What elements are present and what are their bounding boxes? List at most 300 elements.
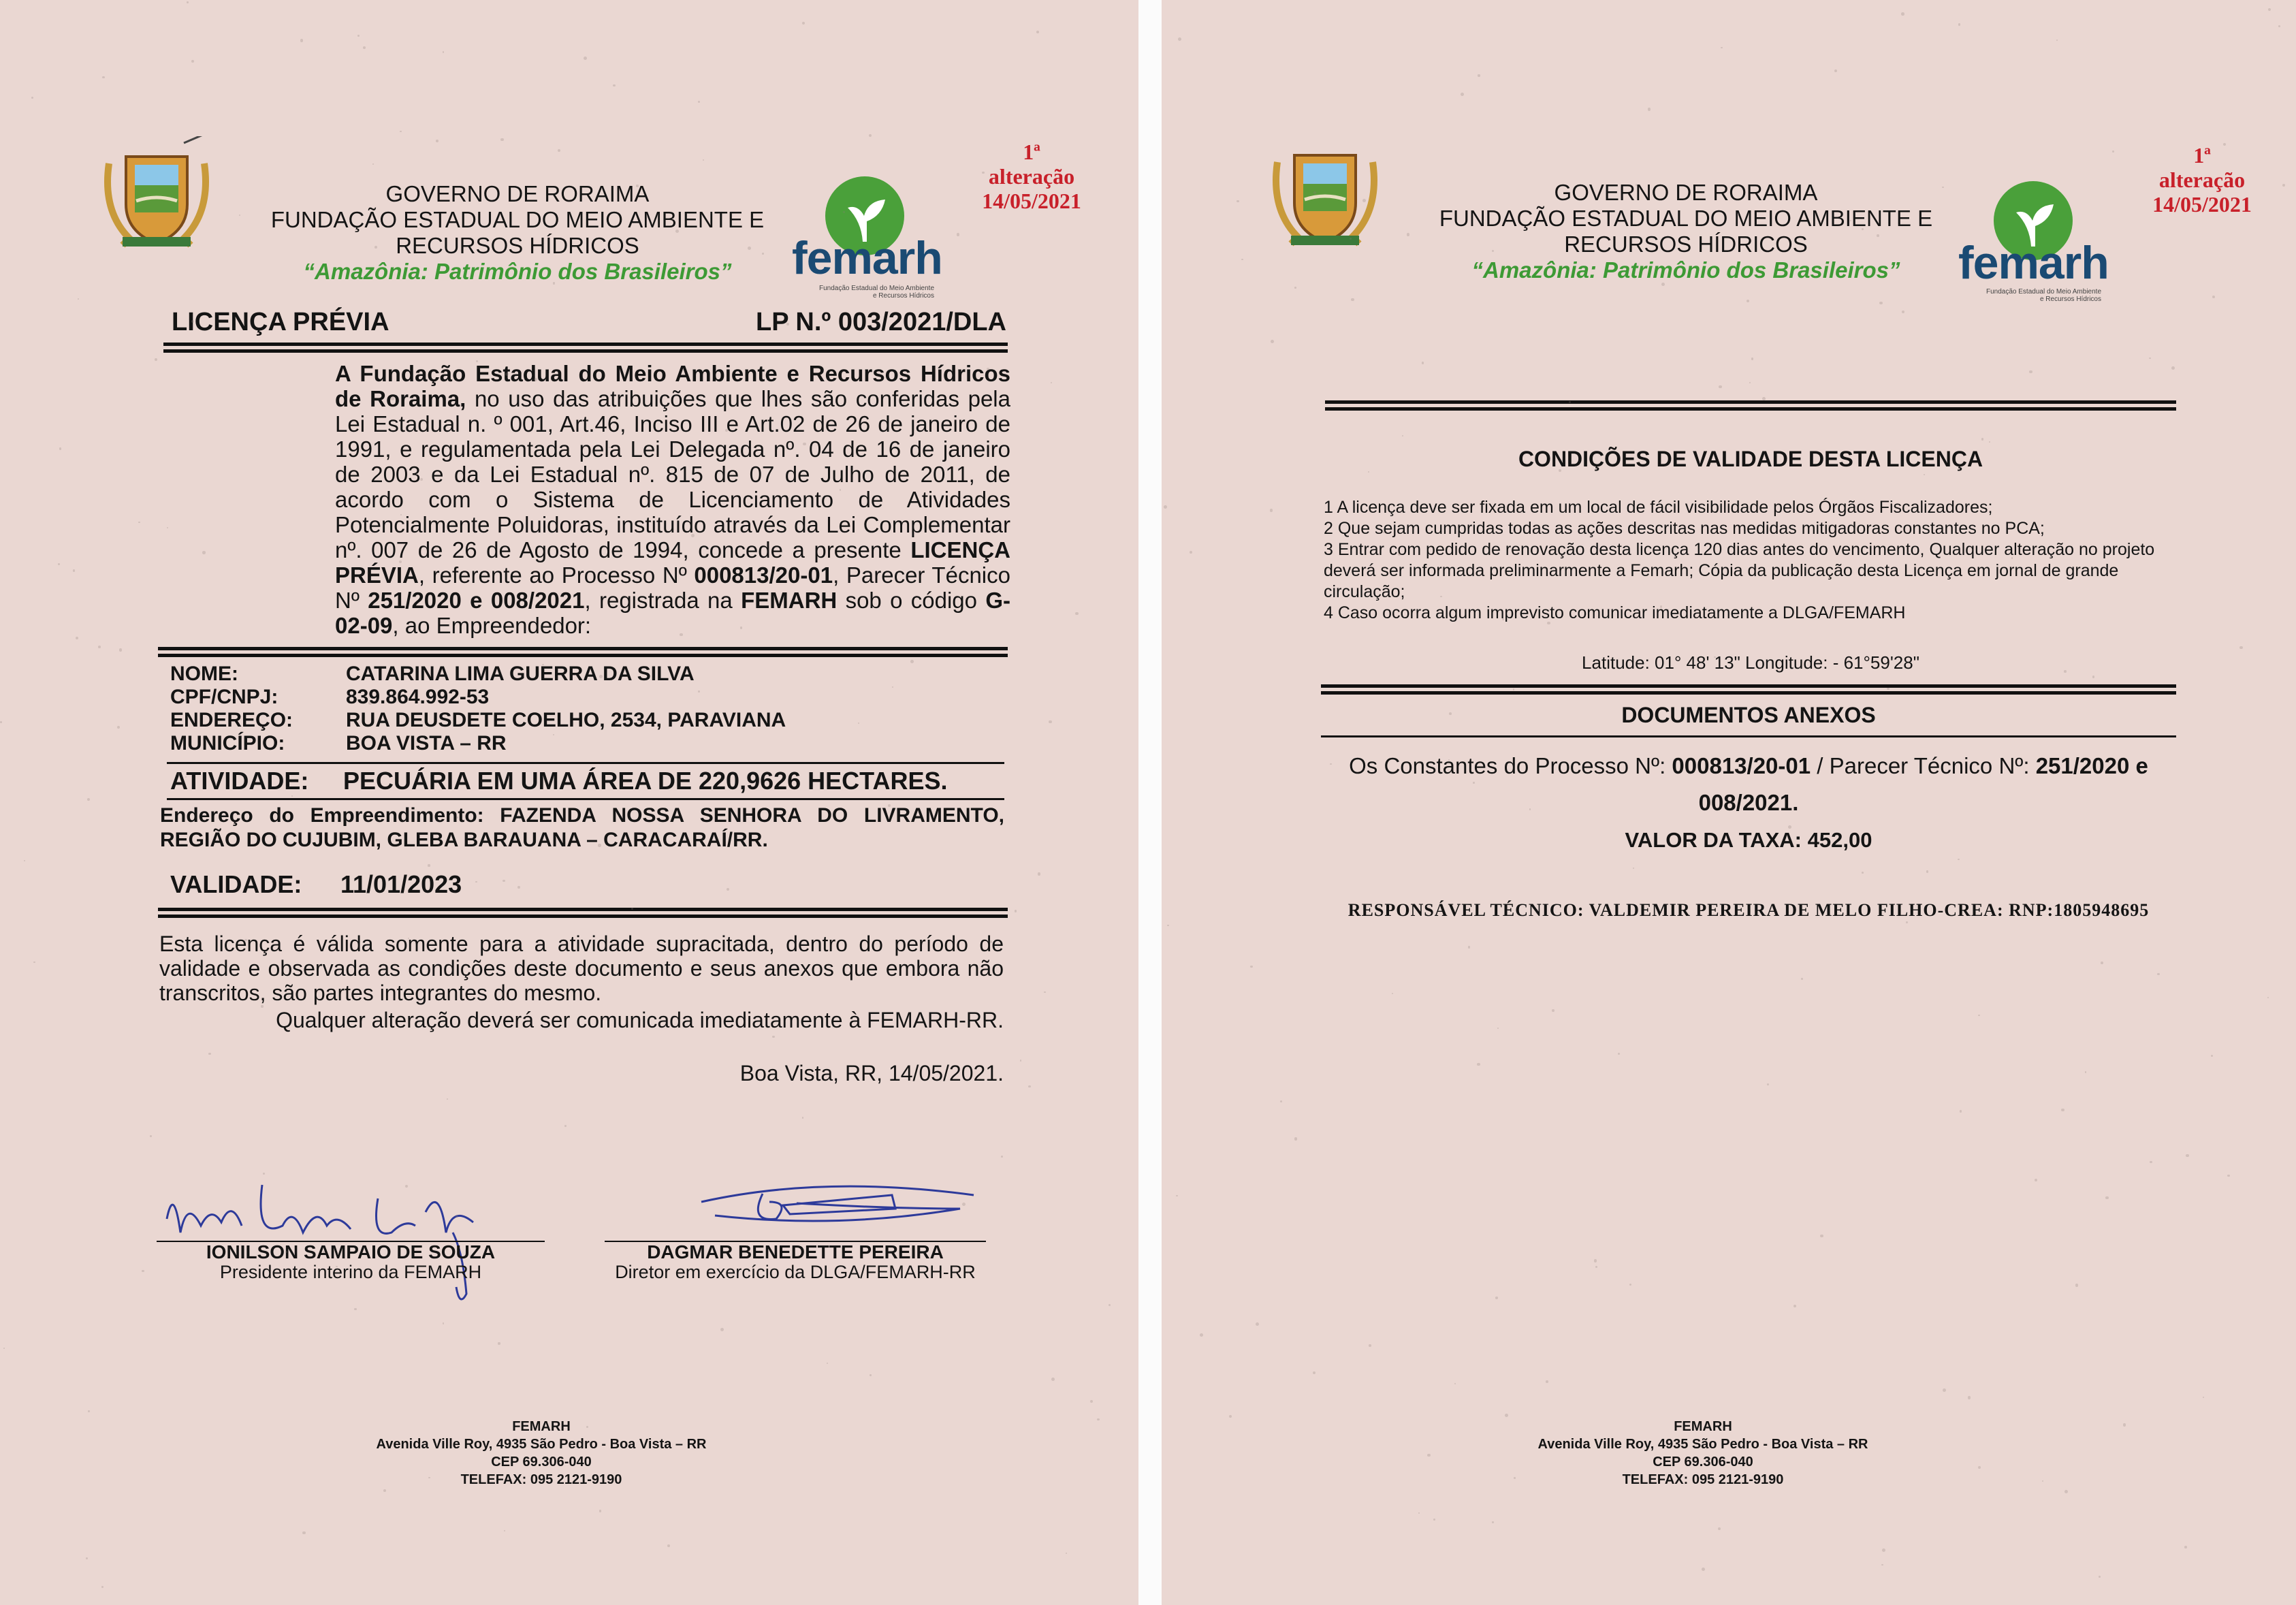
paper-speck	[599, 1510, 602, 1512]
paper-speck	[1271, 340, 1274, 343]
paper-speck	[1862, 228, 1864, 230]
paper-speck	[1505, 1414, 1508, 1417]
paper-speck	[1978, 1466, 1981, 1469]
cpf-value: 839.864.992-53	[346, 686, 490, 708]
technical-responsible: RESPONSÁVEL TÉCNICO: VALDEMIR PEREIRA DE MELO FILHO-CREA: RNP:1805948695	[1348, 900, 2150, 920]
paper-speck	[1066, 1553, 1067, 1554]
paper-speck	[1090, 1400, 1093, 1403]
license-type: LICENÇA PRÉVIA	[172, 308, 389, 336]
paper-speck	[244, 939, 247, 942]
paper-speck	[202, 551, 205, 554]
paper-speck	[58, 563, 60, 565]
conditions-top-rule	[1325, 400, 2176, 411]
paper-speck	[319, 273, 321, 276]
annex-pre: Os Constantes do Processo Nº:	[1349, 753, 1672, 778]
paper-speck	[1661, 283, 1665, 286]
municipio-value: BOA VISTA – RR	[346, 732, 507, 754]
alteration-stamp	[2134, 143, 2270, 217]
paper-speck	[1862, 872, 1864, 874]
paper-speck	[363, 46, 366, 49]
condition-item: 4 Caso ocorra algum imprevisto comunicar imediatamente a DLGA/FEMARH	[1324, 603, 1906, 622]
empreendimento-address: Endereço do Empreendimento: FAZENDA NOSSA SENHORA DO LIVRAMENTO, REGIÃO DO CUJUBIM, GLEBA BARAUANA – CARACARAÍ/RR.	[160, 804, 1004, 851]
validade-value: 11/01/2023	[340, 870, 462, 898]
paper-speck	[703, 159, 704, 161]
paper-speck	[504, 1530, 505, 1531]
paper-speck	[1015, 910, 1017, 912]
paper-speck	[698, 690, 700, 693]
paper-speck	[1767, 1083, 1769, 1085]
paper-speck	[1660, 605, 1662, 607]
atividade-label: ATIVIDADE:	[170, 767, 309, 795]
footer-line-2: Avenida Ville Roy, 4935 São Pedro - Boa Vista – RR	[376, 1437, 707, 1452]
paper-speck	[1075, 612, 1079, 616]
paper-speck	[1049, 720, 1051, 723]
paper-speck	[1178, 37, 1181, 41]
paper-speck	[1721, 47, 1722, 48]
paper-speck	[1492, 1521, 1494, 1523]
paper-speck	[599, 675, 603, 678]
paper-speck	[1200, 1333, 1203, 1337]
condition-item: 1 A licença deve ser fixada em um local de fácil visibilidade pelos Órgãos Fiscalizadores;	[1324, 498, 1993, 517]
paper-speck	[443, 1322, 444, 1324]
paper-speck	[1398, 553, 1401, 556]
validade-label: VALIDADE:	[170, 870, 302, 898]
intro-bold-code: G-02-09	[335, 588, 1011, 638]
paper-speck	[1036, 31, 1039, 33]
paper-speck	[2035, 1179, 2037, 1181]
paper-speck	[73, 569, 75, 571]
paper-speck	[2282, 184, 2285, 187]
paper-speck	[1402, 435, 1403, 436]
paper-speck	[323, 1251, 325, 1253]
footer-line-1: FEMARH	[512, 1419, 571, 1434]
annex-documents	[1321, 748, 2176, 859]
paper-speck	[2149, 357, 2150, 359]
alteration-stamp	[963, 140, 1100, 213]
paper-speck	[1926, 870, 1929, 873]
paper-speck	[584, 57, 587, 60]
paper-speck	[2075, 1284, 2079, 1287]
paper-speck	[142, 1270, 144, 1272]
paper-speck	[910, 660, 914, 663]
header-line-1: GOVERNO DE RORAIMA	[385, 181, 650, 206]
paper-speck	[636, 185, 638, 187]
paper-speck	[372, 163, 374, 165]
annex-and: e	[2129, 753, 2148, 778]
paper-speck	[367, 572, 368, 573]
paper-speck	[300, 39, 304, 42]
paper-speck	[1313, 1371, 1316, 1374]
paper-speck	[1237, 200, 1239, 202]
paper-speck	[1164, 505, 1167, 509]
paper-speck	[1368, 471, 1369, 473]
annex-mid: / Parecer Técnico Nº:	[1811, 753, 2036, 778]
paper-speck	[1051, 382, 1052, 383]
header-line-3: RECURSOS HÍDRICOS	[1564, 232, 1808, 257]
title-double-rule	[163, 343, 1008, 353]
paper-speck	[167, 527, 168, 528]
paper-speck	[1801, 978, 1803, 980]
paper-speck	[888, 804, 891, 807]
paper-speck	[1747, 300, 1749, 302]
license-page-1	[0, 0, 1138, 1605]
validity-statement: Esta licença é válida somente para a atividade supracitada, dentro do período de validade e observada as condições deste documento e seus anexos que embora não transcritos, são partes integrantes do mesmo.	[159, 932, 1004, 1005]
paper-speck	[870, 1374, 872, 1376]
paper-speck	[1718, 1527, 1721, 1530]
paper-speck	[456, 1215, 458, 1218]
paper-speck	[2186, 1154, 2188, 1157]
paper-speck	[1924, 474, 1926, 476]
paper-speck	[1820, 1235, 1823, 1237]
femarh-subtitle	[1965, 288, 2101, 303]
paper-speck	[3, 1348, 5, 1350]
paper-speck	[1454, 1383, 1456, 1384]
paper-speck	[347, 693, 348, 694]
paper-speck	[102, 76, 104, 78]
director-role: Diretor em exercício da DLGA/FEMARH-RR	[615, 1262, 976, 1282]
paper-speck	[1044, 991, 1045, 993]
paper-speck	[1618, 1053, 1620, 1055]
paper-speck	[727, 888, 729, 891]
footer-line-3: CEP 69.306-040	[1653, 1455, 1753, 1469]
paper-speck	[436, 140, 439, 142]
paper-speck	[987, 368, 989, 370]
paper-speck	[1569, 401, 1570, 402]
paper-speck	[428, 1477, 430, 1478]
intro-bold-license: LICENÇA PRÉVIA	[335, 537, 1010, 588]
paper-speck	[2227, 1175, 2229, 1177]
paper-speck	[1636, 184, 1637, 185]
docs-title: DOCUMENTOS ANEXOS	[1621, 703, 1876, 727]
paper-speck	[698, 101, 700, 103]
paper-speck	[1633, 868, 1634, 869]
intro-bold-parecer: 251/2020 e 008/2021	[368, 588, 585, 613]
paper-speck	[150, 1135, 153, 1138]
paper-speck	[261, 1005, 263, 1007]
paper-speck	[1990, 257, 1991, 258]
paper-speck	[2092, 676, 2094, 678]
condition-item: 2 Que sejam cumpridas todas as ações descritas nas medidas mitigadoras constantes no PCA;	[1324, 519, 2045, 538]
paper-speck	[87, 798, 90, 801]
paper-speck	[475, 881, 477, 883]
footer-line-4: TELEFAX: 095 2121-9190	[1622, 1472, 1784, 1487]
alteration-notice: Qualquer alteração deverá ser comunicada imediatamente à FEMARH-RR.	[276, 1008, 1004, 1032]
paper-speck	[2064, 670, 2067, 673]
paper-speck	[1392, 993, 1393, 994]
paper-speck	[1958, 23, 1961, 26]
intro-text-2: , referente ao Processo Nº	[418, 562, 695, 588]
paper-speck	[1877, 234, 1879, 237]
header-line-2: FUNDAÇÃO ESTADUAL DO MEIO AMBIENTE E	[270, 207, 765, 232]
conditions-title: CONDIÇÕES DE VALIDADE DESTA LICENÇA	[1518, 447, 1983, 471]
paper-speck	[138, 522, 140, 524]
paper-speck	[1788, 825, 1791, 829]
paper-speck	[1176, 1195, 1177, 1196]
paper-speck	[1901, 12, 1904, 16]
paper-speck	[1702, 1568, 1705, 1571]
president-role: Presidente interino da FEMARH	[219, 1262, 482, 1282]
coordinates: Latitude: 01° 48' 13" Longitude: - 61°59'28"	[1582, 652, 1919, 673]
paper-speck	[178, 773, 180, 775]
page-2-footer	[1475, 1418, 1931, 1489]
paper-speck	[517, 886, 520, 889]
fee-value: VALOR DA TAXA: 452,00	[1625, 828, 1872, 852]
paper-speck	[2123, 1423, 2126, 1427]
footer-line-1: FEMARH	[1674, 1419, 1732, 1434]
paper-speck	[843, 211, 845, 213]
docs-bottom-rule	[1321, 735, 2176, 737]
paper-speck	[1981, 438, 1983, 440]
paper-speck	[1749, 382, 1751, 383]
paper-speck	[2101, 962, 2103, 964]
footer-line-3: CEP 69.306-040	[491, 1455, 592, 1469]
paper-speck	[1190, 551, 1192, 554]
paper-speck	[191, 60, 194, 63]
paper-speck	[428, 864, 430, 866]
page-1-footer	[313, 1418, 769, 1489]
femarh-subtitle	[798, 285, 934, 300]
paper-speck	[2085, 1071, 2086, 1072]
paper-speck	[1882, 1548, 1885, 1552]
license-intro-paragraph	[335, 361, 1010, 638]
paper-speck	[858, 722, 859, 724]
license-number: LP N.º 003/2021/DLA	[755, 308, 1006, 336]
intro-bold-process: 000813/20-01	[694, 562, 833, 588]
paper-speck	[1629, 1284, 1632, 1286]
femarh-subtitle-line-1: Fundação Estadual do Meio Ambiente	[1986, 288, 2101, 296]
paper-speck	[1280, 1100, 1282, 1102]
paper-speck	[1793, 1305, 1796, 1307]
paper-speck	[59, 447, 61, 449]
paper-speck	[24, 860, 25, 861]
paper-speck	[1514, 1477, 1516, 1479]
paper-speck	[336, 1266, 338, 1268]
paper-speck	[1648, 108, 1651, 111]
paper-speck	[1468, 946, 1470, 948]
paper-speck	[1270, 509, 1273, 511]
paper-speck	[1497, 1028, 1499, 1029]
intro-text-4: , registrada na	[584, 588, 742, 613]
paper-speck	[119, 648, 123, 652]
paper-speck	[391, 397, 394, 400]
activity-top-rule	[167, 762, 1004, 764]
paper-speck	[1473, 782, 1475, 784]
paper-speck	[1595, 1266, 1597, 1268]
paper-speck	[1097, 1418, 1099, 1420]
paper-speck	[827, 1363, 828, 1364]
paper-speck	[803, 443, 806, 445]
paper-speck	[456, 816, 458, 819]
paper-speck	[802, 22, 805, 25]
paper-speck	[354, 1308, 356, 1310]
atividade-value: PECUÁRIA EM UMA ÁREA DE 220,9626 HECTARES.	[343, 767, 948, 795]
paper-speck	[88, 1410, 90, 1412]
paper-speck	[2184, 1546, 2187, 1548]
paper-speck	[957, 233, 959, 236]
paper-speck	[1958, 859, 1960, 861]
paper-speck	[2042, 1480, 2043, 1482]
stamp-line-2: alteração	[2158, 168, 2246, 192]
annex-process: 000813/20-01	[1672, 753, 1811, 778]
paper-speck	[291, 795, 293, 797]
paper-speck	[564, 1125, 567, 1127]
paper-speck	[1109, 1304, 1111, 1306]
paper-speck	[1020, 1060, 1021, 1061]
paper-speck	[383, 1489, 386, 1492]
annex-line-1	[1321, 748, 2176, 784]
femarh-subtitle-line-2: e Recursos Hídricos	[872, 292, 934, 300]
paper-speck	[1513, 688, 1514, 690]
paper-speck	[2157, 973, 2159, 975]
paper-speck	[1350, 238, 1352, 240]
header-line-2: FUNDAÇÃO ESTADUAL DO MEIO AMBIENTE E	[1439, 206, 1933, 231]
paper-speck	[1229, 1415, 1232, 1418]
paper-speck	[869, 134, 872, 137]
annex-parecer-2: 008/2021.	[1698, 790, 1799, 815]
paper-speck	[31, 97, 33, 99]
paper-speck	[2267, 997, 2269, 998]
femarh-wordmark: femarh	[792, 232, 942, 284]
paper-speck	[1502, 618, 1504, 620]
paper-speck	[1294, 1137, 1298, 1141]
paper-speck	[155, 358, 157, 361]
paper-speck	[667, 1544, 670, 1547]
paper-speck	[419, 748, 420, 749]
paper-speck	[2278, 25, 2281, 28]
paper-speck	[1968, 1396, 1971, 1399]
paper-speck	[2171, 366, 2175, 370]
femarh-wordmark: femarh	[1958, 237, 2109, 289]
paper-speck	[1369, 1344, 1371, 1347]
paper-speck	[1433, 1519, 1435, 1521]
paper-speck	[598, 844, 601, 846]
paper-speck	[101, 1586, 103, 1588]
paper-speck	[892, 686, 893, 688]
paper-speck	[1051, 1378, 1055, 1381]
endereco-label: ENDEREÇO:	[170, 709, 293, 731]
paper-speck	[2099, 1576, 2101, 1578]
paper-speck	[542, 664, 543, 665]
paper-speck	[2150, 1161, 2152, 1163]
intro-bold-femarh: FEMARH	[741, 588, 838, 613]
paper-speck	[76, 637, 78, 639]
endereco-value: RUA DEUSDETE COELHO, 2534, PARAVIANA	[346, 709, 786, 731]
intro-text-3: , Parecer Técnico Nº	[335, 562, 1010, 613]
paper-speck	[498, 1342, 500, 1344]
paper-speck	[208, 1053, 210, 1055]
paper-speck	[1834, 69, 1837, 72]
intro-lead: A Fundação Estadual do Meio Ambiente e Recursos Hídricos de Roraima,	[335, 361, 1010, 411]
paper-speck	[1668, 609, 1669, 610]
nome-value: CATARINA LIMA GUERRA DA SILVA	[346, 663, 695, 685]
paper-speck	[1440, 596, 1442, 598]
paper-speck	[1943, 1388, 1946, 1392]
paper-speck	[1546, 1380, 1548, 1383]
paper-speck	[982, 172, 984, 174]
intro-text-5: sob o código	[837, 588, 986, 613]
director-signature-scribble	[688, 1168, 987, 1243]
paper-speck	[1881, 1564, 1883, 1566]
roraima-coat-of-arms-icon	[95, 136, 218, 252]
paper-speck	[1241, 259, 1243, 261]
paper-speck	[78, 298, 79, 300]
paper-speck	[447, 1098, 449, 1100]
paper-speck	[33, 962, 35, 964]
paper-speck	[405, 1185, 408, 1188]
government-header	[225, 181, 810, 285]
paper-speck	[772, 1036, 774, 1038]
paper-speck	[1495, 1297, 1498, 1299]
paper-speck	[1594, 1259, 1597, 1262]
paper-speck	[1751, 357, 1753, 360]
conditions-list	[1324, 497, 2179, 624]
municipio-label: MUNICÍPIO:	[170, 732, 285, 754]
paper-speck	[1028, 1085, 1030, 1087]
paper-speck	[1477, 1063, 1480, 1066]
cpf-label: CPF/CNPJ:	[170, 686, 278, 708]
stamp-line-3: 14/05/2021	[2152, 192, 2252, 217]
activity-bottom-rule	[167, 798, 1004, 800]
paper-speck	[1351, 298, 1354, 302]
government-header	[1393, 180, 1979, 283]
header-line-3: RECURSOS HÍDRICOS	[396, 233, 639, 258]
nome-label: NOME:	[170, 663, 238, 685]
footer-line-2: Avenida Ville Roy, 4935 São Pedro - Boa Vista – RR	[1537, 1437, 1868, 1452]
paper-speck	[1294, 287, 1296, 288]
paper-speck	[786, 323, 789, 325]
paper-speck	[2211, 1055, 2213, 1057]
paper-speck	[2056, 39, 2058, 41]
director-name: DAGMAR BENEDETTE PEREIRA	[647, 1241, 944, 1262]
paper-speck	[1719, 385, 1721, 388]
paper-speck	[185, 776, 187, 778]
paper-speck	[2212, 296, 2215, 298]
paper-speck	[558, 149, 560, 152]
paper-speck	[1552, 1009, 1554, 1012]
paper-speck	[302, 1531, 305, 1534]
condition-item: 3 Entrar com pedido de renovação desta licença 120 dias antes do vencimento, Qualquer alteração no projeto deverá ser informada preliminarmente a Femarh; Cópia da publicação desta Licença em jornal de grande circulação;	[1324, 540, 2155, 601]
paper-speck	[613, 84, 616, 87]
paper-speck	[1038, 872, 1040, 875]
paper-speck	[443, 51, 445, 53]
footer-line-4: TELEFAX: 095 2121-9190	[460, 1472, 622, 1487]
paper-speck	[1762, 397, 1766, 400]
paper-speck	[86, 1557, 88, 1559]
paper-speck	[1828, 525, 1830, 526]
stamp-line-1: 1ª	[1023, 140, 1040, 164]
paper-speck	[374, 246, 377, 249]
femarh-subtitle-line-2: e Recursos Hídricos	[2039, 296, 2101, 303]
header-slogan: “Amazônia: Patrimônio dos Brasileiros”	[1471, 257, 1900, 283]
paper-speck	[2105, 1196, 2108, 1199]
paper-speck	[989, 940, 991, 942]
paper-speck	[2112, 150, 2114, 153]
page-gap	[1138, 0, 1162, 1605]
paper-speck	[1167, 925, 1168, 926]
paper-speck	[1902, 311, 1904, 313]
intro-text-6: , ao Empreendedor:	[392, 613, 592, 638]
paper-speck	[1978, 1015, 1980, 1017]
paper-speck	[1422, 362, 1424, 364]
annex-parecer-1: 251/2020	[2035, 753, 2130, 778]
license-page-2	[1162, 0, 2296, 1605]
paper-speck	[534, 378, 537, 381]
paper-speck	[98, 646, 101, 648]
paper-speck	[1879, 302, 1882, 304]
paper-speck	[748, 247, 751, 250]
paper-speck	[2064, 1490, 2068, 1493]
paper-speck	[1256, 1322, 1259, 1326]
